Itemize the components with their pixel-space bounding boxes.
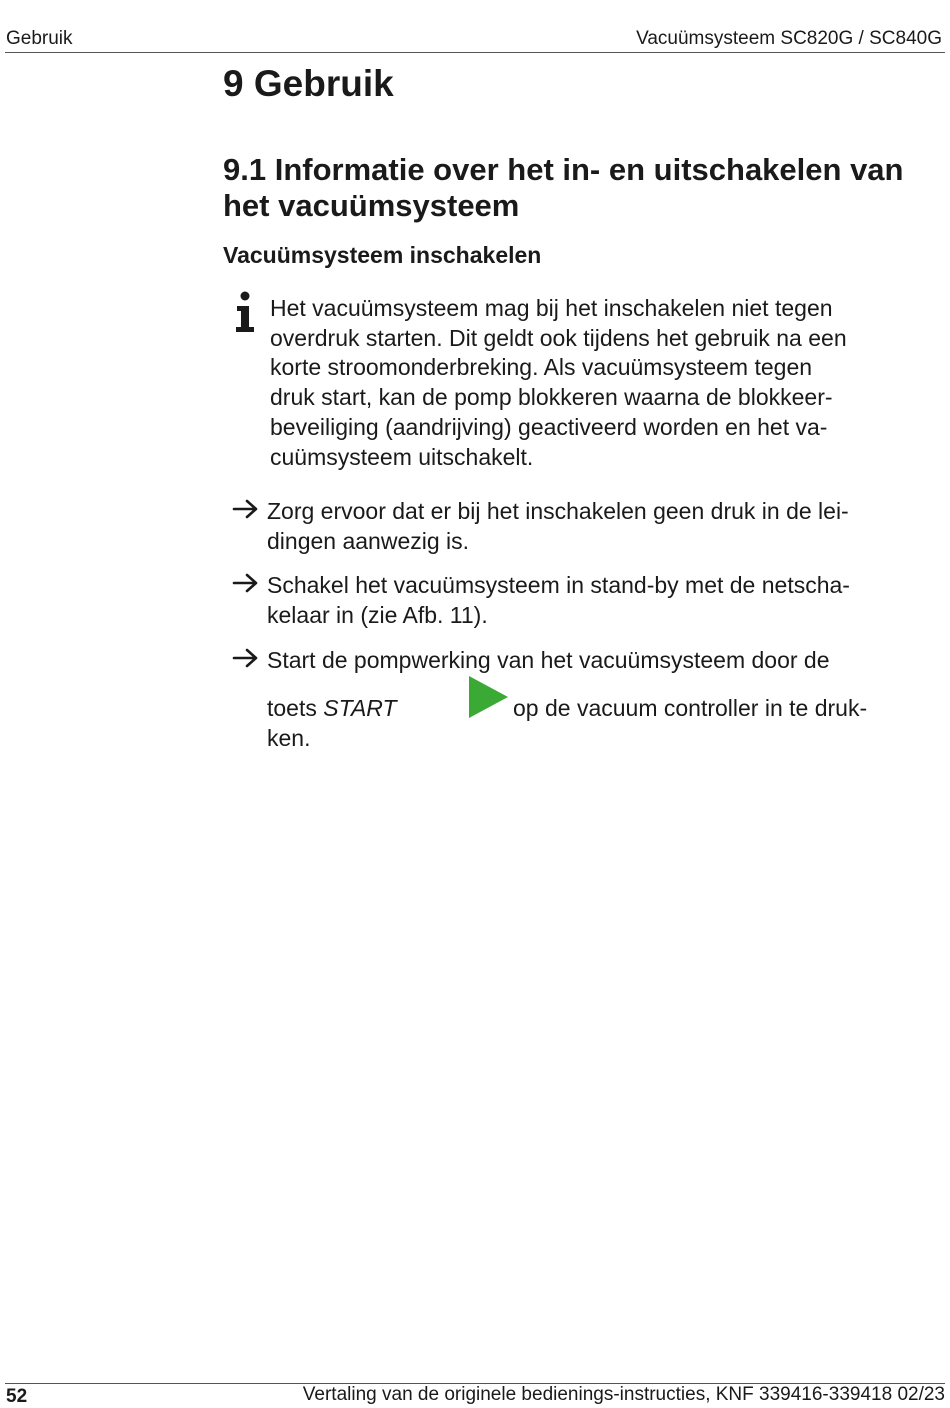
subsection-heading: Vacuümsysteem inschakelen xyxy=(223,242,542,268)
arrow-right-icon xyxy=(232,572,260,594)
step-1 xyxy=(267,497,937,556)
arrow-right-icon xyxy=(232,498,260,520)
step-3-line-2-start xyxy=(267,694,397,724)
step-3-prefix: toets xyxy=(267,695,324,721)
header-divider xyxy=(5,52,945,53)
section-heading-line-1: 9.1 Informatie over het in- en uitschakelen van xyxy=(223,152,904,187)
step-3-line-1: Start de pompwerking van het vacuümsysteem door de xyxy=(267,647,830,673)
chapter-heading: 9 Gebruik xyxy=(223,63,394,104)
info-note-line: overdruk starten. Dit geldt ook tijdens het gebruik na een xyxy=(270,324,847,351)
step-1-line: dingen aanwezig is. xyxy=(267,527,470,554)
step-1-line: Zorg ervoor dat er bij het inschakelen geen druk in de lei- xyxy=(267,498,849,524)
step-3-line-2-end: op de vacuum controller in te druk- xyxy=(513,695,868,721)
footer-document-info: Vertaling van de originele bedienings-instructies, KNF 339416-339418 02/23 xyxy=(302,1384,945,1405)
running-header-section: Gebruik xyxy=(6,28,73,49)
info-note-line: Het vacuümsysteem mag bij het inschakelen niet tegen xyxy=(270,295,833,321)
arrow-right-icon xyxy=(232,647,260,669)
step-2-line: kelaar in (zie Afb. 11). xyxy=(267,601,488,628)
running-header-title: Vacuümsysteem SC820G / SC840G xyxy=(636,28,942,49)
info-note-line: cuümsysteem uitschakelt. xyxy=(270,443,534,470)
info-note-line: beveiliging (aandrijving) geactiveerd worden en het va- xyxy=(270,413,828,440)
info-note xyxy=(270,294,935,472)
info-icon xyxy=(234,290,256,334)
step-2-line: Schakel het vacuümsysteem in stand-by met de netscha- xyxy=(267,572,850,598)
info-note-line: korte stroomonderbreking. Als vacuümsysteem tegen xyxy=(270,354,813,381)
start-play-icon xyxy=(467,676,509,718)
info-note-line: druk start, kan de pomp blokkeren waarna de blokkeer- xyxy=(270,384,833,411)
section-heading xyxy=(223,152,923,224)
step-3-line-3: ken. xyxy=(267,725,311,751)
page-number: 52 xyxy=(6,1386,28,1407)
section-heading-line-2: het vacuümsysteem xyxy=(223,188,520,223)
step-2 xyxy=(267,571,937,630)
start-key-label: START xyxy=(323,695,397,721)
